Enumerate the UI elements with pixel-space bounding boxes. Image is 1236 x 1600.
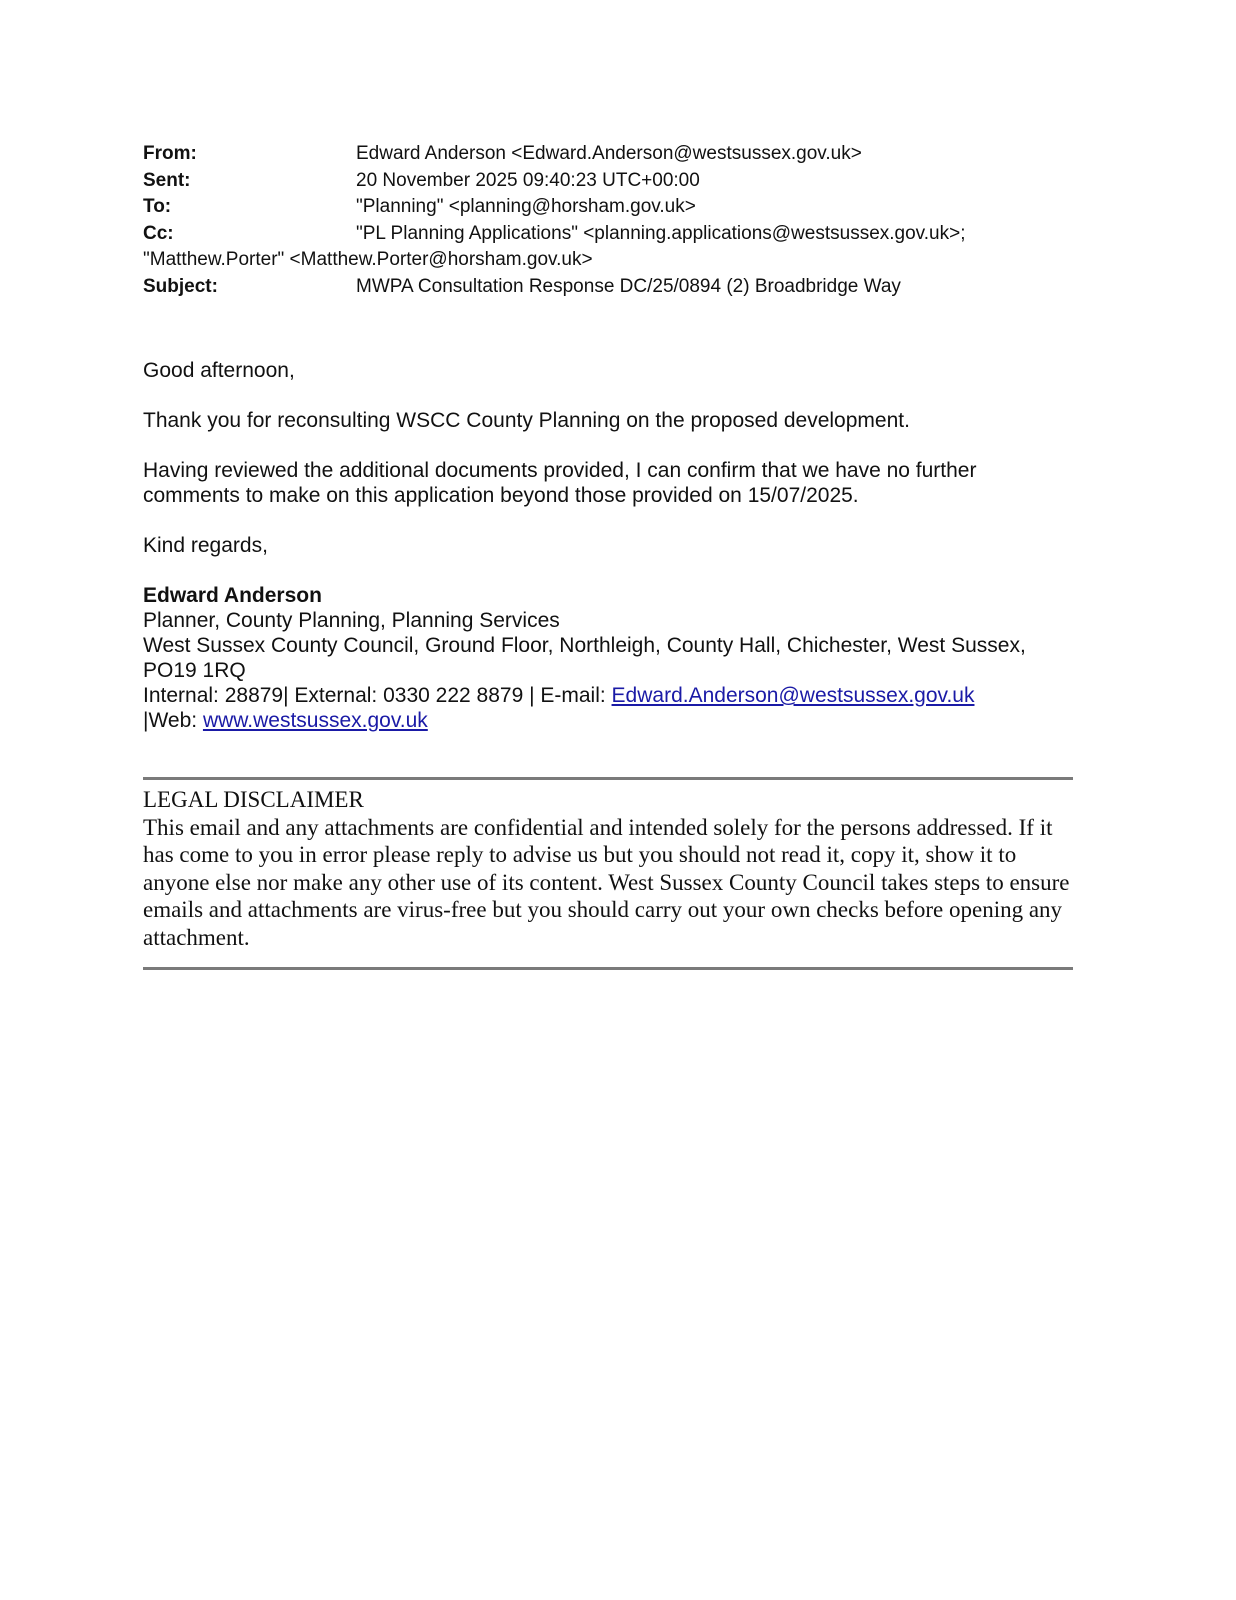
signature-name: Edward Anderson [143, 584, 322, 607]
cc-label: Cc: [143, 222, 174, 244]
cc-value: "PL Planning Applications" <planning.applications@westsussex.gov.uk>; [356, 222, 966, 244]
paragraph-reconsult: Thank you for reconsulting WSCC County Planning on the proposed development. [143, 409, 910, 432]
cc-continuation: "Matthew.Porter" <Matthew.Porter@horsham.gov.uk> [143, 249, 593, 270]
legal-disclaimer [143, 777, 1073, 970]
sent-label: Sent: [143, 169, 191, 191]
to-row [143, 194, 1073, 221]
signature-email-link[interactable]: Edward.Anderson@westsussex.gov.uk [611, 684, 975, 707]
subject-label: Subject: [143, 275, 218, 297]
sent-row [143, 168, 1073, 195]
from-value: Edward Anderson <Edward.Anderson@westsussex.gov.uk> [356, 143, 862, 164]
signature-web-prefix: |Web: [143, 709, 203, 732]
signature-web [143, 708, 1073, 733]
subject-value: MWPA Consultation Response DC/25/0894 (2) Broadbridge Way [356, 275, 901, 297]
cc-row [143, 221, 1073, 248]
signature-web-link[interactable]: www.westsussex.gov.uk [202, 709, 428, 732]
from-row [143, 141, 1073, 168]
to-label: To: [143, 196, 172, 217]
disclaimer-text: This email and any attachments are confidential and intended solely for the persons addressed. If it has come to you in error please reply to advise us but you should not read it, copy it, show it to anyone else nor make any other use of its content. West Sussex County Council takes steps to ensure emails and attachments are virus-free but you should carry out your own checks before opening any attachment. [143, 814, 1070, 950]
disclaimer-title: LEGAL DISCLAIMER [143, 787, 364, 812]
sent-value: 20 November 2025 09:40:23 UTC+00:00 [356, 169, 700, 191]
to-value: "Planning" <planning@horsham.gov.uk> [356, 196, 696, 217]
from-label: From: [143, 143, 197, 164]
signature-contact [143, 683, 1073, 708]
closing: Kind regards, [143, 534, 268, 557]
greeting: Good afternoon, [143, 359, 295, 382]
signature-block [143, 583, 1073, 733]
email-header [143, 141, 1073, 300]
signature-address: West Sussex County Council, Ground Floor, Northleigh, County Hall, Chichester, West Sussex, PO19 1RQ [143, 634, 1026, 682]
signature-phone: Internal: 28879| External: 0330 222 8879 | E-mail: [143, 684, 612, 707]
signature-role: Planner, County Planning, Planning Services [143, 609, 560, 632]
email-document [143, 141, 1073, 970]
subject-row [143, 274, 1073, 301]
paragraph-no-comments: Having reviewed the additional documents provided, I can confirm that we have no further comments to make on this application beyond those provided on 15/07/2025. [143, 459, 977, 507]
email-body [143, 358, 1073, 733]
